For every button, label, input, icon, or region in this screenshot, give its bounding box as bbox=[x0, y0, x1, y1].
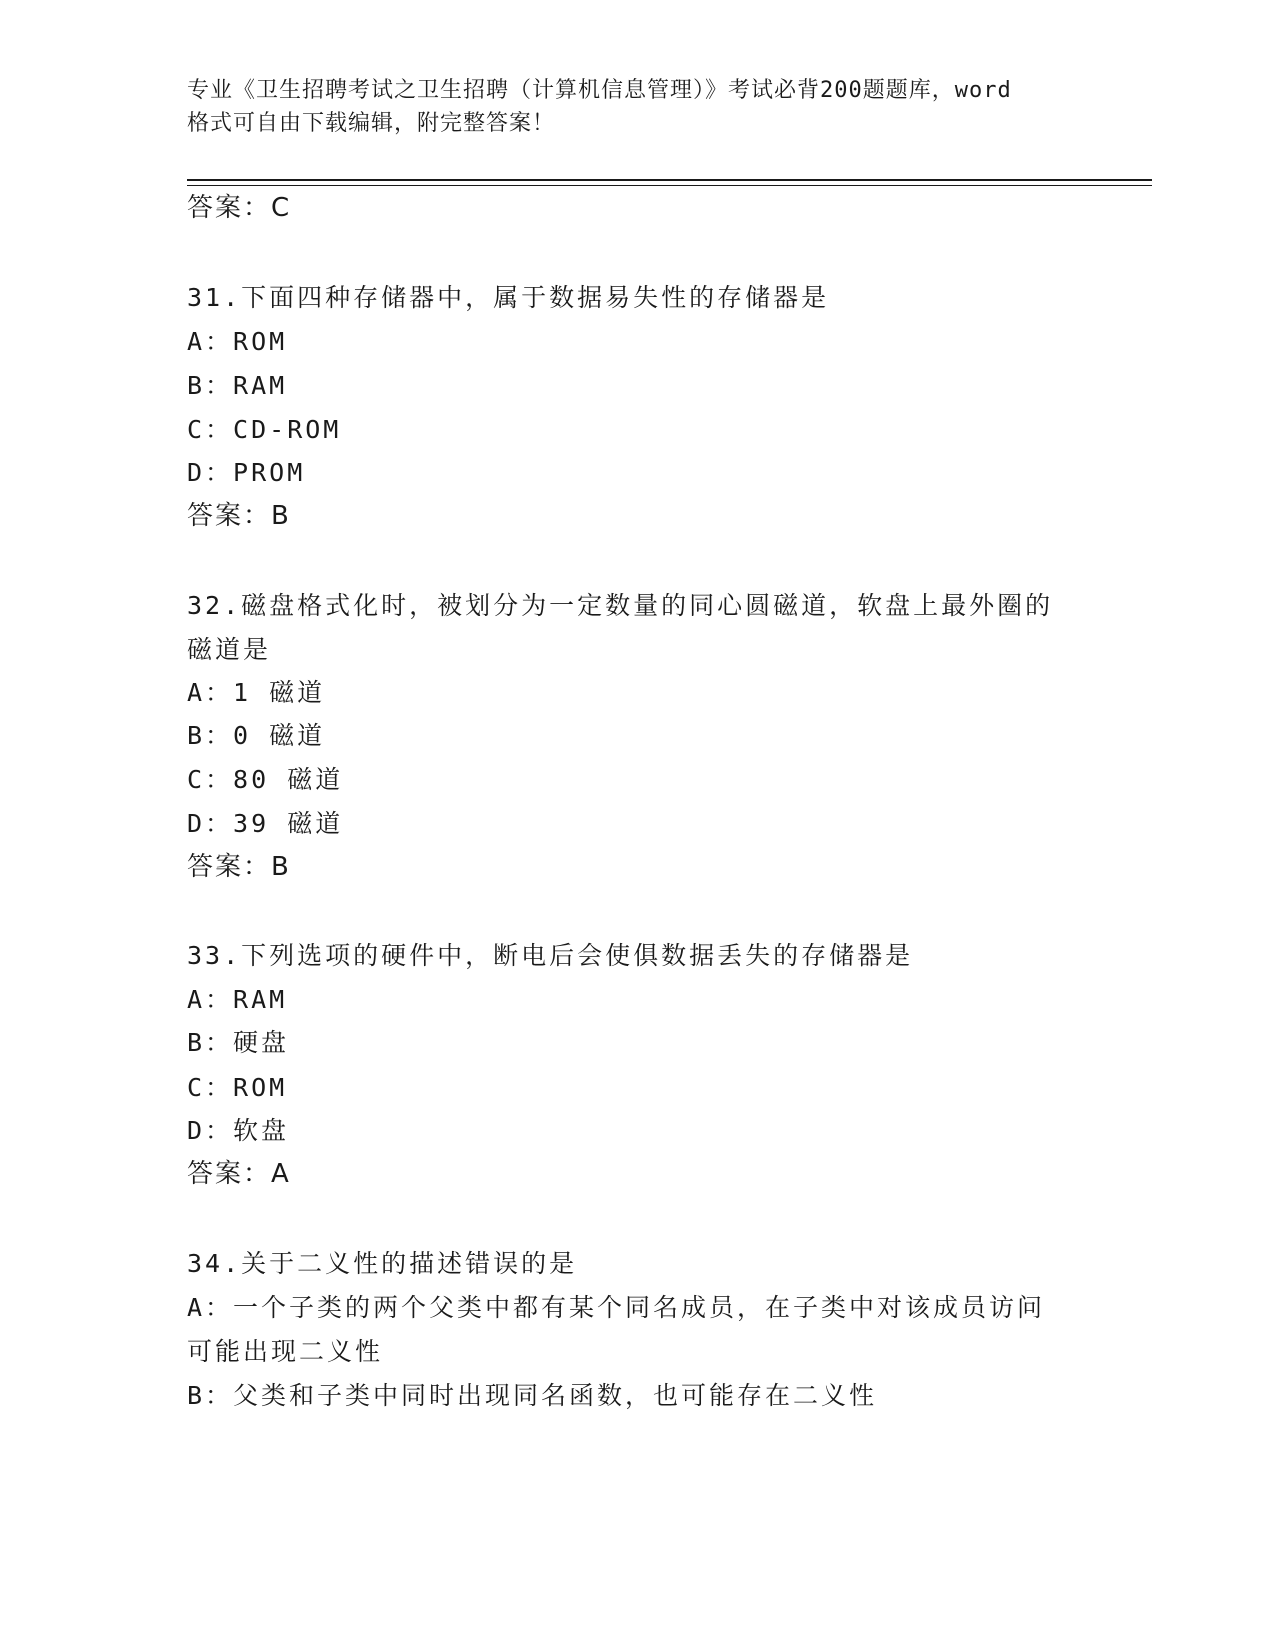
question-31-option-a: A：ROM bbox=[187, 327, 288, 356]
previous-answer: 答案：C bbox=[187, 193, 292, 223]
header-divider-thick bbox=[187, 179, 1152, 181]
question-33-option-c: C：ROM bbox=[187, 1073, 288, 1102]
question-32-option-d: D：39 磁道 bbox=[187, 809, 344, 838]
question-31-stem: 31.下面四种存储器中，属于数据易失性的存储器是 bbox=[187, 283, 830, 312]
question-31-option-b: B：RAM bbox=[187, 371, 288, 400]
question-31-option-d: D：PROM bbox=[187, 458, 306, 487]
question-33-option-a: A：RAM bbox=[187, 985, 288, 1014]
question-31-option-c: C：CD-ROM bbox=[187, 415, 342, 444]
question-34-option-a-line-1: A：一个子类的两个父类中都有某个同名成员，在子类中对该成员访问 bbox=[187, 1293, 1046, 1322]
question-32-option-a: A：1 磁道 bbox=[187, 678, 326, 707]
question-34-option-b: B：父类和子类中同时出现同名函数，也可能存在二义性 bbox=[187, 1381, 878, 1410]
question-33-stem: 33.下列选项的硬件中，断电后会使俱数据丢失的存储器是 bbox=[187, 941, 914, 970]
question-33-option-b: B：硬盘 bbox=[187, 1028, 290, 1057]
question-33-option-d: D：软盘 bbox=[187, 1116, 290, 1145]
question-33-answer: 答案：A bbox=[187, 1159, 291, 1189]
question-32-stem-line-2: 磁道是 bbox=[187, 635, 272, 664]
question-32-option-b: B：0 磁道 bbox=[187, 721, 326, 750]
question-32-answer: 答案：B bbox=[187, 852, 291, 882]
question-32-option-c: C：80 磁道 bbox=[187, 765, 344, 794]
header-line-2: 格式可自由下载编辑，附完整答案！ bbox=[187, 111, 556, 136]
question-31-answer: 答案：B bbox=[187, 501, 291, 531]
document-header bbox=[187, 74, 1087, 140]
question-34-stem: 34.关于二义性的描述错误的是 bbox=[187, 1249, 578, 1278]
question-32-stem-line-1: 32.磁盘格式化时，被划分为一定数量的同心圆磁道，软盘上最外圈的 bbox=[187, 591, 1054, 620]
header-line-1: 专业《卫生招聘考试之卫生招聘（计算机信息管理）》考试必背200题题库，word bbox=[187, 78, 1012, 103]
header-divider-thin bbox=[187, 185, 1152, 186]
question-34-option-a-line-2: 可能出现二义性 bbox=[187, 1337, 384, 1366]
